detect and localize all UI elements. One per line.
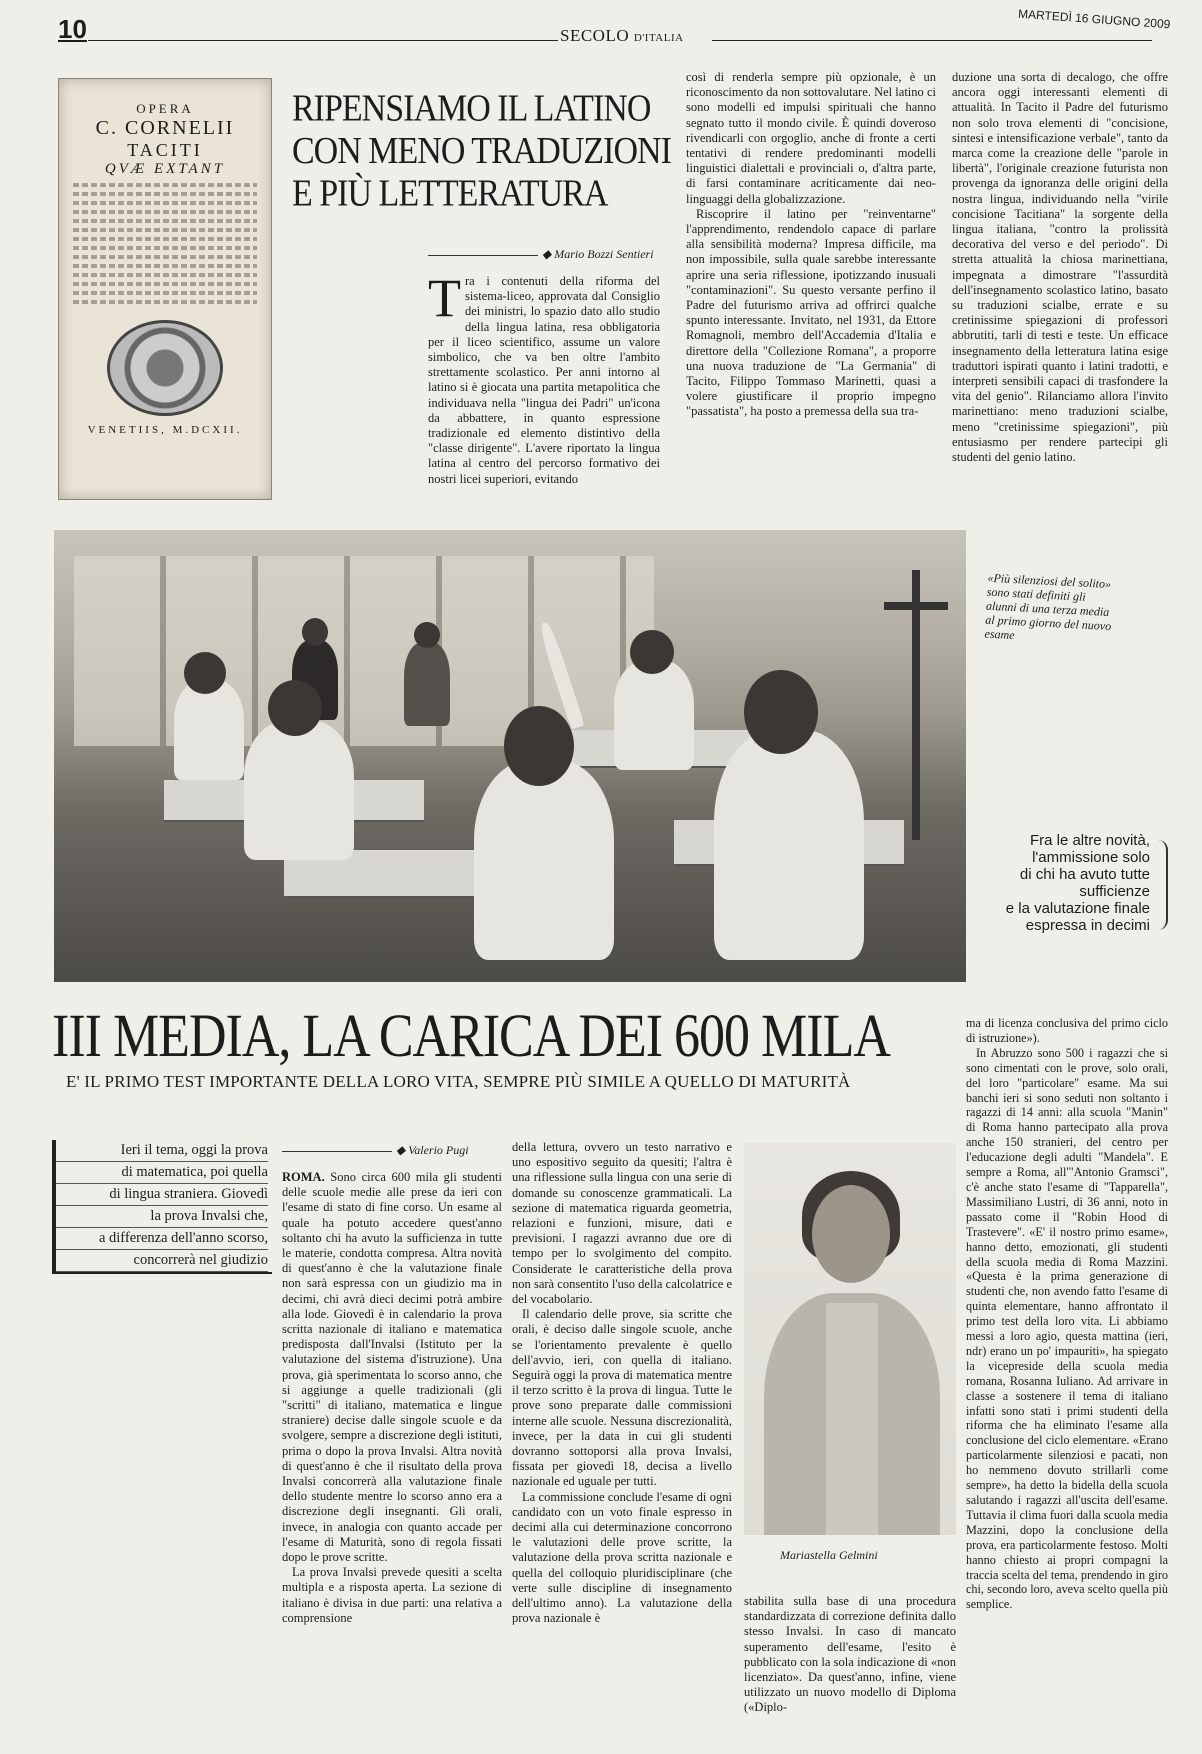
header-rule-right [712,40,1152,41]
sidenote-line-5: e la valutazione finale [1005,900,1150,917]
article1-column-1 [428,268,660,487]
student-figure-2 [714,730,864,960]
issue-date: MARTEDÌ 16 GIUGNO 2009 [1017,6,1171,32]
article1-col2-para-2: Riscoprire il latino per "reinventarne" l'apprendimento, rendendolo capace di parlare alla sensibilità moderna? Impresa difficile, ma non impossibile, sulla quale sarebbe interessante aprire una seria riflessione, ipotizzando inusuali "contaminazioni". Su questo versante perfino il Padre del futurismo arriva ad offrirci qualche spunto interessante. Invitato, nel 1931, da Ettore Romagnoli, membro dell'Accademia d'Italia e direttore della "Collezione Romana", a proporre una nuova traduzione de "La Germania" di Tacito, Filippo Tommaso Marinetti, quasi a volere giustificare il proprio impegno "passatista", ha posto a premessa della sua tra- [686,206,936,419]
sidenote-line-6: espressa in decimi [1025,917,1150,934]
teacher-figure-2 [404,642,450,726]
sidenote-line-2: l'ammissione solo [1032,849,1150,866]
article1-title [292,88,671,216]
article2-subtitle: E' IL PRIMO TEST IMPORTANTE DELLA LORO VITA, SEMPRE PIÙ SIMILE A QUELLO DI MATURITÀ [66,1072,851,1091]
article2-author: Valerio Pugi [408,1143,469,1157]
pull-quote-line-3: di lingua straniera. Giovedì [56,1184,268,1206]
article2-column-1 [282,1170,502,1626]
tacitus-book-cover-image [58,78,272,500]
article2-title: III MEDIA, LA CARICA DEI 600 MILA [52,1002,890,1071]
article1-byline: ◆ Mario Bozzi Sentieri [428,247,654,262]
article2-col2-para-2: Il calendario delle prove, sia scritte che orali, è deciso dalle singole scuole, anche se l'orientamento prevalente è quello dell'avvio, ieri, con quella di italiano. Seguirà oggi la prova di matematica mentre il terzo scritto è la prova di lingua. Tutte le prove sono preparate dalle commissioni interne alle scuole. Nessuna discrezionalità, invece, per la data in cui gli studenti dovranno sottoporsi alla prova Invalsi, fissata per giovedì 18, decisa a livello nazionale ed uguale per tutti. [512,1307,732,1489]
sidenote-line-3: di chi ha avuto tutte [1019,866,1150,883]
sidenote-line-4: sufficienze [1079,883,1150,900]
pull-quote-line-6: concorrerà nel giudizio [56,1250,268,1272]
newspaper-name-main: SECOLO [560,26,630,45]
pull-quote-line-2: di matematica, poi quella [56,1162,268,1184]
article2-col4-para-2: In Abruzzo sono 500 i ragazzi che si sono cimentati con le prove, solo orali, del loro "particolare" esame. Ma sui banchi ieri si sono seduti non soltanto i ragazzi di 14 anni: alla scuola "Manin" di Roma hanno partecipato alla prova anche 150 stranieri, del centro per l'educazione degli adulti "Mandela". E sempre a Roma, all'"Antonio Gramsci", c'è anche stato l'esame di "Tapparella", Massimiliano Lustri, di 36 anni, noto in passato come il "Robin Hood di Trastevere". «E' il nostro primo esame», hanno detto, emozionati, gli studenti della scuola media di Roma Mazzini. «Questa è la prima generazione di studenti che, non avendo fatto l'esame di quinta elementare, hanno affrontato il primo test della loro vita. Li abbiamo messi a loro agio, questa mattina (ieri, ndr) erano un po' impauriti», ha spiegato la vicepreside della scuola media romana, Rosanna Iuliano. Ad arrivare in classe a sostenere il tema di italiano infatti sono stati i primi studenti della riforma che ha eliminato l'esame alla conclusione del ciclo elementare. «Erano particolarmente silenziosi e pacati, non ho nemmeno dovuto strillarli come sempre», ha detto la bidella della scuola salutando i ragazzi all'uscita dell'esame. Tuttavia il clima fuori dalla scuola media Mazzini, dopo la conclusione della prova, era particolarmente festoso. Molti hanno chiesto ai propri compagni la traccia scelta del tema, prendendo in giro chi, secondo loro, aveva scelto quella più semplice. [966,1045,1168,1612]
article1-title-line-3: E PIÙ LETTERATURA [292,173,608,215]
book-line-1: OPERA [136,101,194,116]
article2-dateline: ROMA. [282,1170,325,1184]
book-line-4: QVÆ EXTANT [104,161,226,177]
page-number: 10 [58,14,87,44]
article1-title-line-2: CON MENO TRADUZIONI [292,130,671,172]
crucifix-icon [912,570,920,840]
pull-quote-line-5: a differenza dell'anno scorso, [56,1228,268,1250]
printer-seal-icon [107,320,223,416]
article1-drop-cap: T [428,268,461,328]
sidenote-line-1: Fra le altre novità, [1029,832,1150,849]
sidenote-brace-icon [1158,840,1168,930]
article1-column-3 [952,70,1168,465]
student-figure [244,720,354,860]
portrait-caption: Mariastella Gelmini [780,1548,878,1562]
article1-col3-text: duzione una sorta di decalogo, che offre ancora oggi interessanti elementi di attualità. In Tacito il Padre del futurismo non solo trova elementi di "concisione, sintesi e intensificazione verbale", tanto da marca come la creazione delle "parole in libertà", l'originale creazione futurista non provenga da ignoranza delle origini della nostra lingua, individuando nella "virile concisione Tacitiana" la sorgente della lingua italiana, "contro la prolissità decorativa del verso e del periodo". Di stretta attualità la chiosa marinettiana, impegnata a dimostrare "l'assurdità dell'insegnamento scolastico latino, basato su traduzioni scialbe, errate e su cretinissime spiegazioni di professori abbrutiti, tarli di testi e teste. Un efficace insegnamento della letteratura latina esige traduttori ispirati quanto i latini tradotti, e interpreti sensibili capaci di trasfondere la vita del genio". Rilanciamo allora l'invito marinettiano: meno traduzioni scialbe, meno "cretinissime spiegazioni", più entusiasmo per rendere partecipi gli studenti del genio latino. [952,70,1168,465]
article2-col2-para-3: La commissione conclude l'esame di ogni candidato con un voto finale espresso in decimi alla cui determinazione concorrono le valutazioni delle prove scritte, la valutazione della prova scritta nazionale e quella del colloquio pluridisciplinare (che verte sulle discipline di insegnamento dell'ultimo anno). La valutazione della prova nazionale è [512,1489,732,1626]
header-rule-left [88,40,558,41]
book-line-3: TACITI [127,140,203,160]
article2-col4-para-1: ma di licenza conclusiva del primo ciclo di istruzione»). [966,1016,1168,1045]
article2-column-4 [966,1016,1168,1612]
article2-byline: ◆ Valerio Pugi [282,1143,469,1158]
photo-sidenote [1006,832,1150,934]
student-raising-hand [474,760,614,960]
article2-col1-para-2: La prova Invalsi prevede quesiti a scelta multipla e a risposta aperta. La sezione di italiano è divisa in due parti: una relativa a comprensione [282,1565,502,1625]
classroom-exam-photo [54,530,966,982]
article1-col1-text: ra i contenuti della riforma del sistema-liceo, approvata dal Consiglio dei ministri, lo spazio dato allo studio della lingua latina, resa obbligatoria per il liceo scientifico, assume un valore simbolico, che va ben oltre l'ambito strettamente scolastico. Per anni intorno al latino si è giocata una partita metapolitica che individuava nella "lingua dei Padri" un'icona da abbattere, in quanto espressione tradizionale ed elemento distintivo della "classe dirigente". L'avere riportato la lingua latina al centro del percorso formativo dei nostri licei superiori, evitando [428,274,660,486]
classroom-photo-caption [984,571,1117,648]
newspaper-name [560,26,684,46]
book-line-2: C. CORNELII [95,117,235,139]
article2-col3-text: stabilita sulla base di una procedura standardizzata di correzione definita dallo stesso Invalsi. In caso di mancato superamento dell'esame, l'esito è pubblicato con la sola indicazione di «non licenziato». Da quest'anno, infine, viene utilizzato un nuovo modello di Diploma («Diplo- [744,1594,956,1715]
article2-column-3 [744,1594,956,1716]
article2-col2-para-1: della lettura, ovvero un testo narrativo e uno espositivo seguito da quesiti; l'altra è una riflessione sulla lingua con una serie di domande su conoscenze grammaticali. La sezione di matematica riguarda geometria, relazioni e funzioni, misure, dati e previsioni. I ragazzi avranno due ore di tempo per lo svolgimento del compito. Considerate le caratteristiche della prova non sarà consentito l'uso della calcolatrice e del vocabolario. [512,1140,732,1307]
article2-col1-para-1: Sono circa 600 mila gli studenti delle scuole medie alle prese da ieri con l'esame di stato di fine corso. Un esame al quale ha potuto accedere quest'anno soltanto chi ha avuto la sufficienza in tutte le materie, condotta compresa. Altra novità di quest'anno è che la valutazione finale non sarà espressa con un giudizio ma in decimi, chi avrà dieci decimi potrà ambire alla lode. Giovedì è in calendario la prova scritta nazionale di italiano e matematica predisposta dall'Invalsi (Istituto per la valutazione del sistema d'istruzione). Una prova, già sperimentata lo scorso anno, che si aggiunge a quelle tradizionali (gli "scritti" di italiano, matematica e lingue straniere) decise dalle singole scuole e da svolgere, sempre a discrezione degli istituti, prima o dopo la prova Invalsi. Altra novità di quest'anno è che il risultato della prova Invalsi concorrerà alla valutazione finale dello studente mentre lo scorso anno era a discrezione degli insegnanti. Gli orali, invece, in analogia con quanto accade per l'esame di Maturità, sono di regola fissati dopo le prove scritte. [282,1170,502,1565]
classroom-photo-caption-text: «Più silenziosi del solito» sono stati definiti gli alunni di una terza media al primo giorno del nuovo esame [984,570,1112,643]
gelmini-portrait-photo [744,1143,956,1535]
article1-column-2 [686,70,936,420]
article2-column-2 [512,1140,732,1627]
article1-col2-para-1: così di renderla sempre più opzionale, è un riconoscimento da non sottovalutare. Nel latino ci sono modelli ed impulsi spirituali che hanno segnato tutto il mondo civile. È quindi doveroso rivendicarli con orgoglio, anche di fronte a certi tentativi di rendere predominanti modelli linguistici dialettali e provinciali o, d'altra parte, di farsi contaminare acriticamente dai neo-linguaggi della globalizzazione. [686,70,936,206]
article1-author: Mario Bozzi Sentieri [554,247,654,261]
newspaper-name-suffix: D'ITALIA [633,32,684,44]
article1-title-line-1: RIPENSIAMO IL LATINO [292,88,651,130]
book-line-5: VENETIIS, M.DCXII. [87,424,243,436]
article2-pull-quote [52,1140,272,1274]
pull-quote-line-4: la prova Invalsi che, [56,1206,268,1228]
pull-quote-line-1: Ieri il tema, oggi la prova [56,1140,268,1162]
